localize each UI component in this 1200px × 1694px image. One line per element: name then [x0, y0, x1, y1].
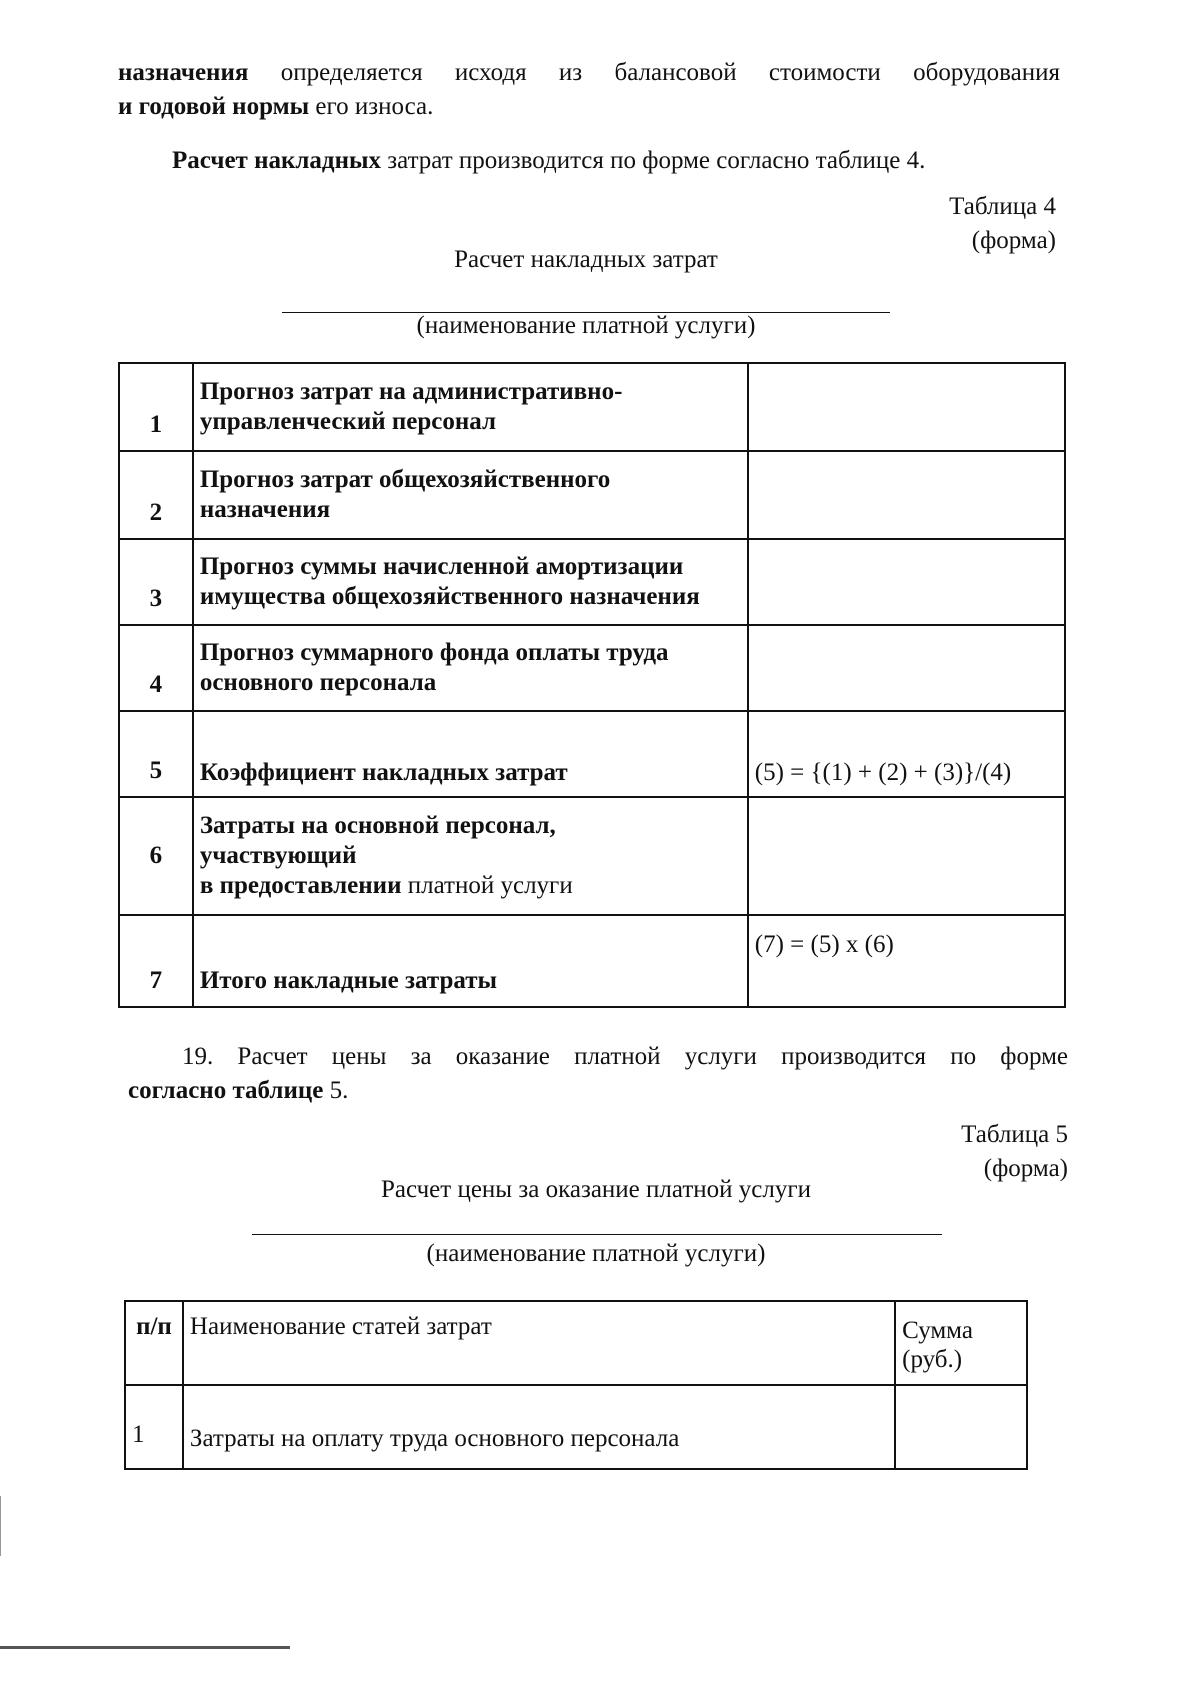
row6-desc-line3-bold: в предоставлении — [199, 872, 402, 899]
row-name: Затраты на оплату труда основного персонала — [183, 1385, 895, 1469]
row6-desc-line3-rest: платной услуги — [401, 872, 573, 899]
row-description: Прогноз затрат общехозяйственного назначения — [193, 451, 748, 539]
table5-number-label: Таблица 5 — [961, 1121, 1068, 1148]
intro-paragraph — [118, 56, 1060, 124]
intro-line-1 — [118, 56, 1060, 90]
row-value-cell[interactable] — [748, 539, 1065, 625]
table5-form-note: (форма) — [983, 1155, 1068, 1182]
row6-desc-line1: Затраты на основной персонал, — [199, 812, 556, 839]
row6-desc-line2: участвующий — [199, 842, 357, 869]
row-number: 1 — [119, 363, 193, 451]
row-number: 4 — [119, 625, 193, 711]
intro-line1-bold: назначения — [118, 59, 249, 86]
row-value-cell[interactable] — [748, 625, 1065, 711]
row-value-cell[interactable]: (5) = {(1) + (2) + (3)}/(4) — [748, 711, 1065, 797]
table-row — [119, 539, 1065, 625]
row-number: 5 — [119, 711, 193, 797]
table-header-row — [125, 1301, 1027, 1385]
intro-line-2 — [118, 90, 1060, 124]
row-number: 7 — [119, 915, 193, 1007]
paragraph-19-rest: 5. — [323, 1077, 349, 1104]
row6-desc-line3 — [200, 871, 741, 901]
table-row — [119, 363, 1065, 451]
row-description — [193, 797, 748, 915]
table4-subtitle: (наименование платной услуги) — [416, 312, 756, 339]
header-sum: Сумма (руб.) — [895, 1301, 1027, 1385]
row-description: Итого накладные затраты — [193, 915, 748, 1007]
row-description: Коэффициент накладных затрат — [193, 711, 748, 797]
table5 — [124, 1300, 1028, 1470]
table4-form-note: (форма) — [971, 227, 1056, 254]
intro-line2-rest: его износа. — [309, 93, 434, 120]
table-row — [119, 451, 1065, 539]
scan-artifact-left-edge — [0, 1496, 1, 1556]
table4 — [118, 362, 1066, 1008]
table4-number-label: Таблица 4 — [949, 193, 1056, 220]
table4-intro-bold: Расчет накладных — [172, 147, 381, 174]
row-description: Прогноз суммарного фонда оплаты труда основного персонала — [193, 625, 748, 711]
table-row — [119, 797, 1065, 915]
header-num: п/п — [125, 1301, 183, 1385]
row-number: 1 — [125, 1385, 183, 1469]
table-row — [119, 915, 1065, 1007]
table4-title: Расчет накладных затрат — [454, 246, 718, 273]
row-value-cell[interactable] — [748, 797, 1065, 915]
row-number: 3 — [119, 539, 193, 625]
row-number: 6 — [119, 797, 193, 915]
row-description: Прогноз затрат на административно-управленческий персонал — [193, 363, 748, 451]
paragraph-19 — [128, 1040, 1068, 1108]
table-row — [119, 625, 1065, 711]
table5-title: Расчет цены за оказание платной услуги — [381, 1176, 811, 1203]
paragraph-19-line-2 — [128, 1074, 1068, 1108]
table5-subtitle: (наименование платной услуги) — [426, 1240, 766, 1267]
intro-line1-rest: определяется исходя из балансовой стоимости оборудования — [248, 59, 1060, 86]
row-sum-cell[interactable] — [895, 1385, 1027, 1469]
table4-intro-rest: затрат производится по форме согласно таблице 4. — [381, 147, 926, 174]
row-value-cell[interactable] — [748, 363, 1065, 451]
paragraph-19-bold: согласно таблице — [128, 1077, 324, 1104]
intro-line2-bold: и годовой нормы — [118, 93, 310, 120]
table-row — [119, 711, 1065, 797]
paragraph-19-line-1: 19. Расчет цены за оказание платной услуги производится по форме — [182, 1043, 1068, 1070]
row-value-cell[interactable]: (7) = (5) x (6) — [748, 915, 1065, 1007]
table-row — [125, 1385, 1027, 1469]
scan-artifact-bottom-line — [0, 1646, 290, 1649]
table5-service-name-line — [252, 1234, 942, 1235]
header-name: Наименование статей затрат — [183, 1301, 895, 1385]
row-value-cell[interactable] — [748, 451, 1065, 539]
row-description: Прогноз суммы начисленной амортизации имущества общехозяйственного назначения — [193, 539, 748, 625]
table4-intro-paragraph — [172, 144, 1072, 178]
row-number: 2 — [119, 451, 193, 539]
